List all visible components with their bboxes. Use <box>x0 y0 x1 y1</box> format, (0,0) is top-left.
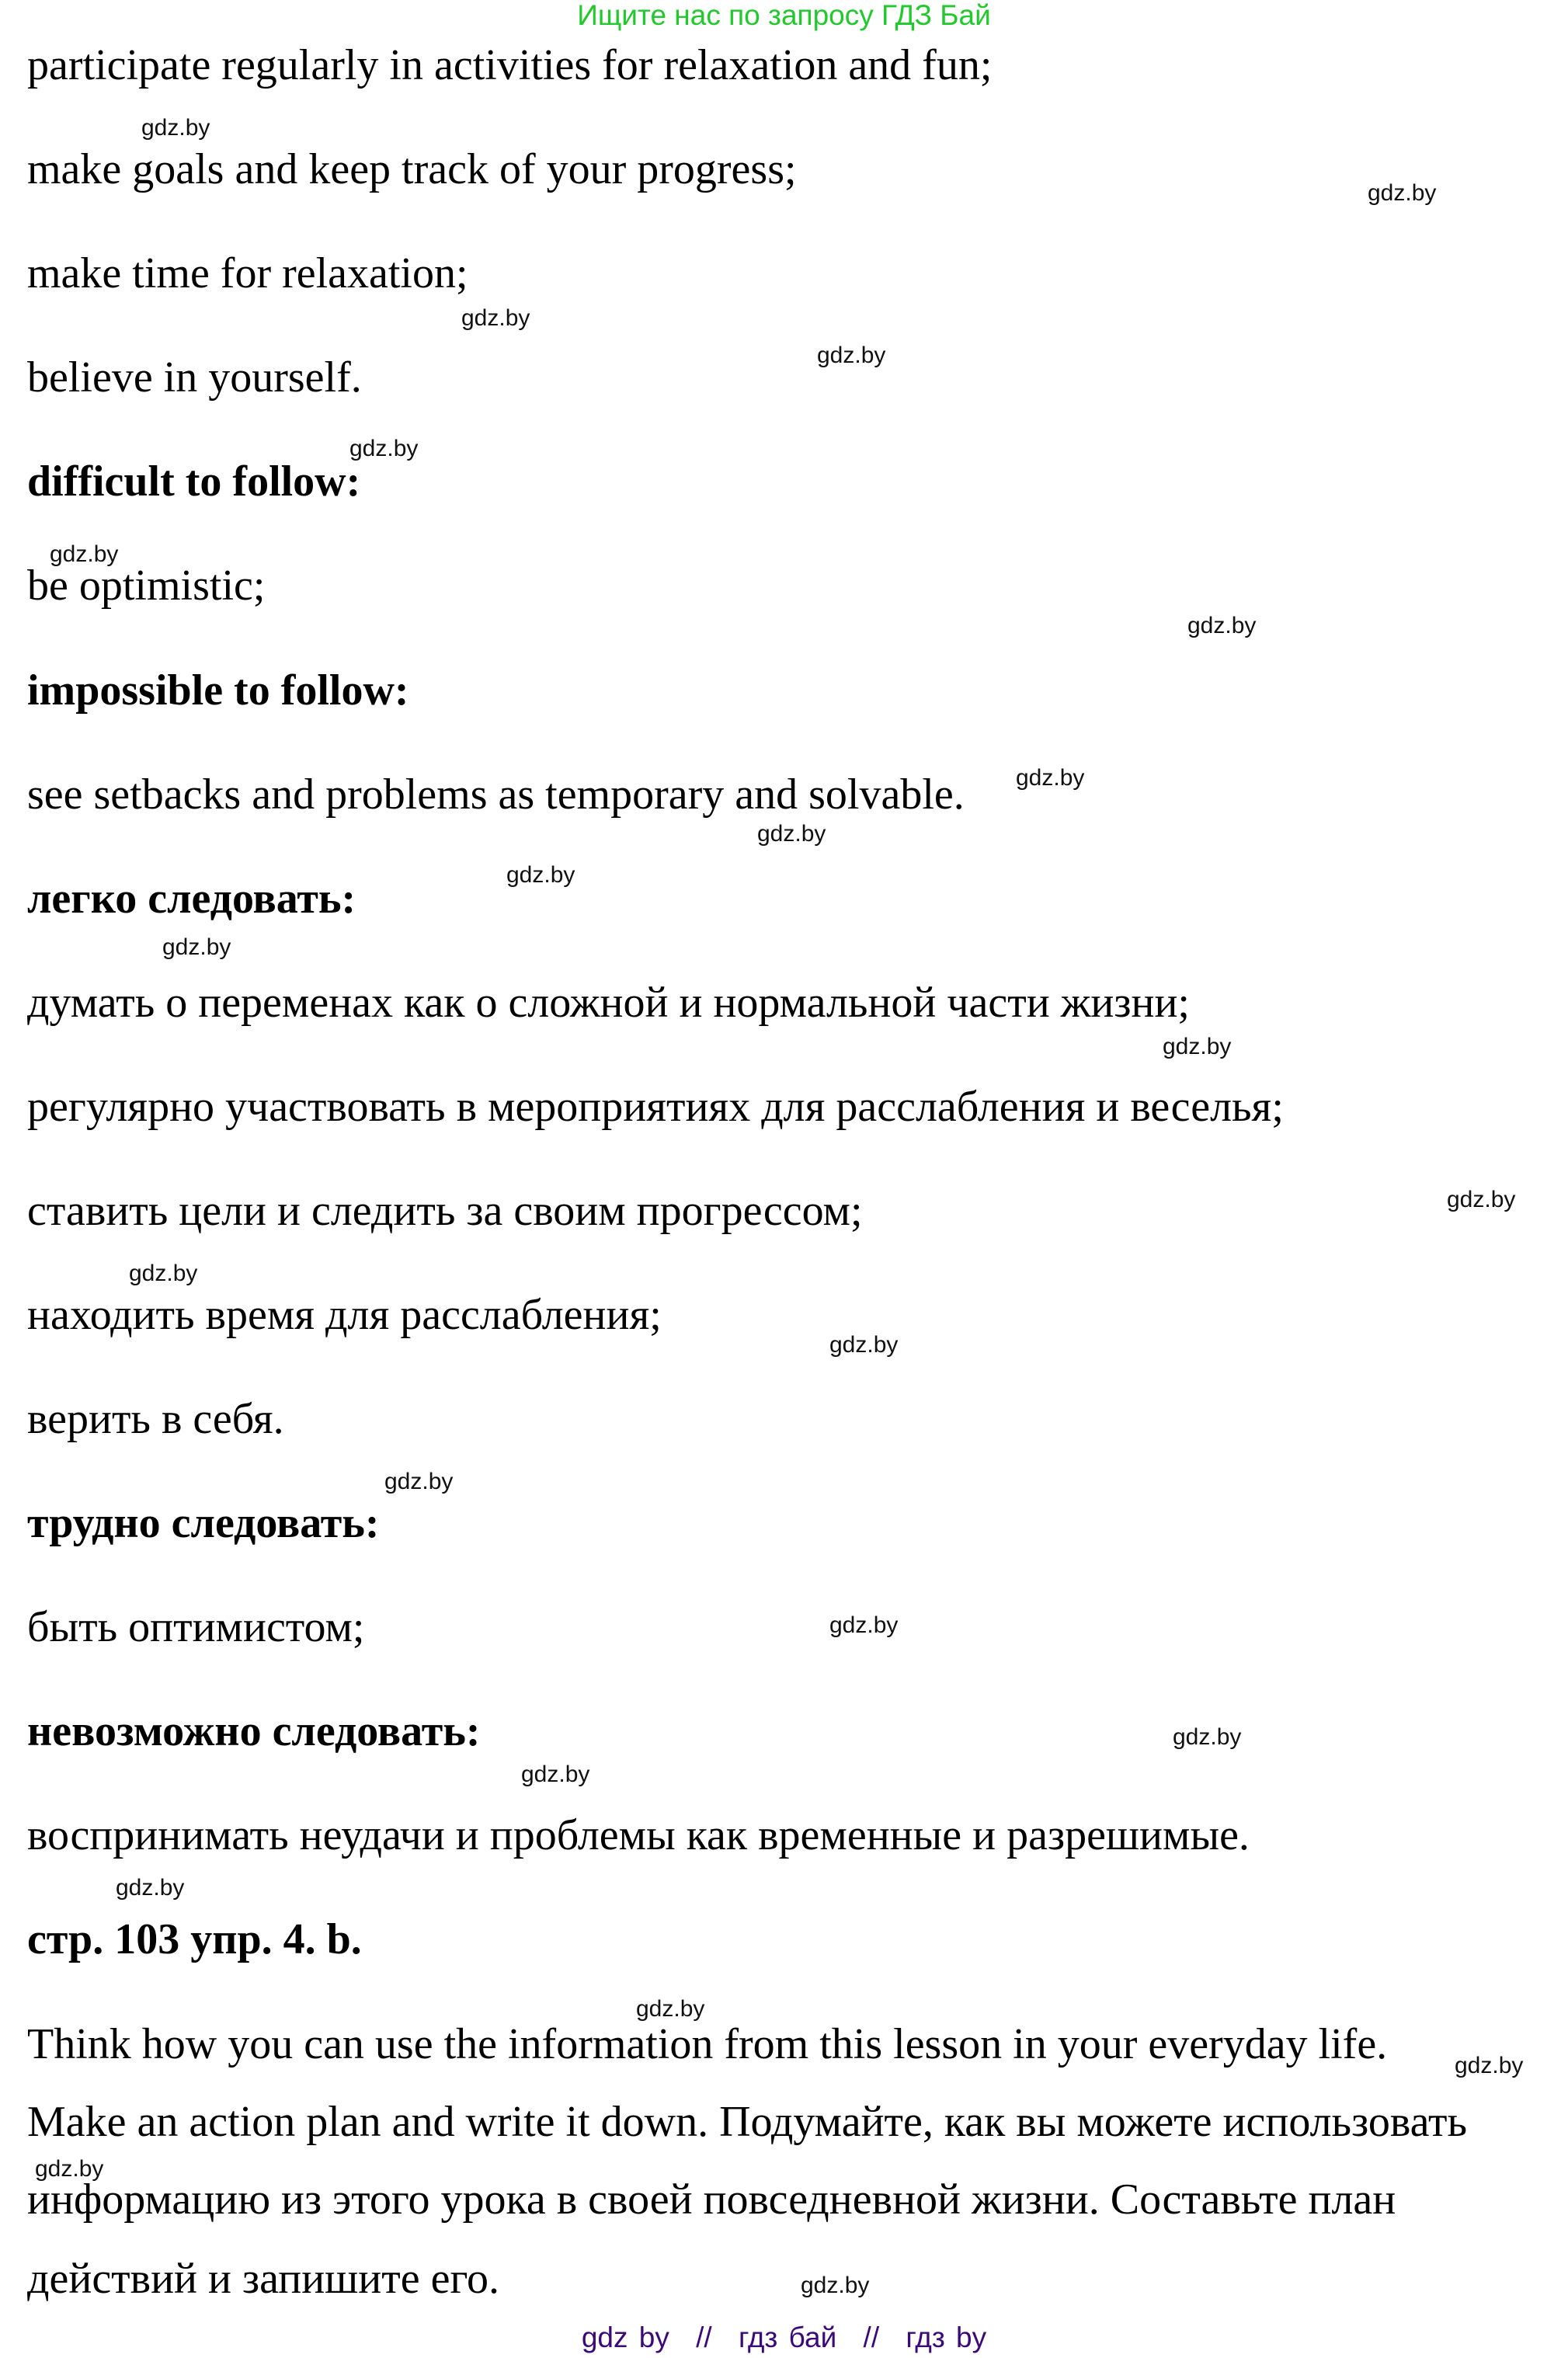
section-heading: трудно следовать: <box>27 1499 380 1547</box>
text-line: Make an action plan and write it down. Подумайте, как вы можете использовать <box>27 2098 1467 2146</box>
text-line: believe in yourself. <box>27 353 362 402</box>
footer-separator: // <box>696 2321 712 2353</box>
watermark: gdz.by <box>1016 765 1085 791</box>
watermark: gdz.by <box>817 343 886 368</box>
text-line: Think how you can use the information from this lesson in your everyday life. <box>27 2020 1388 2068</box>
text-line: see setbacks and problems as temporary and solvable. <box>27 770 965 819</box>
watermark: gdz.by <box>50 541 119 567</box>
watermark: gdz.by <box>1173 1724 1242 1750</box>
section-heading: легко следовать: <box>27 875 356 923</box>
watermark: gdz.by <box>757 821 826 847</box>
text-line: регулярно участвовать в мероприятиях для расслабления и веселья; <box>27 1083 1284 1131</box>
text-line: действий и запишите его. <box>27 2255 500 2303</box>
text-line: be optimistic; <box>27 562 266 610</box>
watermark: gdz.by <box>141 115 210 141</box>
watermark: gdz.by <box>384 1469 454 1494</box>
watermark: gdz.by <box>506 862 575 888</box>
footer-links <box>0 2322 1568 2353</box>
watermark: gdz.by <box>116 1875 185 1901</box>
watermark: gdz.by <box>829 1332 899 1358</box>
watermark: gdz.by <box>35 2156 104 2182</box>
watermark: gdz.by <box>801 2273 870 2298</box>
footer-link-gdz-by[interactable]: gdz by <box>581 2321 669 2353</box>
search-banner: Ищите нас по запросу ГДЗ Бай <box>577 0 991 31</box>
watermark: gdz.by <box>349 436 419 461</box>
watermark: gdz.by <box>1187 613 1257 638</box>
text-line: думать о переменах как о сложной и нормальной части жизни; <box>27 979 1190 1027</box>
watermark: gdz.by <box>829 1612 899 1638</box>
footer-link-gdz-by-cyr[interactable]: гдз by <box>906 2321 987 2353</box>
watermark: gdz.by <box>162 934 231 960</box>
text-line: находить время для расслабления; <box>27 1291 662 1339</box>
text-line: make goals and keep track of your progress; <box>27 145 797 193</box>
footer-separator: // <box>863 2321 880 2353</box>
text-line: ставить цели и следить за своим прогрессом; <box>27 1187 863 1235</box>
section-heading: difficult to follow: <box>27 457 361 506</box>
text-line: make time for relaxation; <box>27 249 468 297</box>
section-heading: impossible to follow: <box>27 666 409 715</box>
watermark: gdz.by <box>461 305 530 331</box>
watermark: gdz.by <box>1455 2053 1524 2078</box>
watermark: gdz.by <box>1447 1187 1516 1212</box>
watermark: gdz.by <box>1368 180 1437 206</box>
text-line: информацию из этого урока в своей повседневной жизни. Составьте план <box>27 2175 1396 2224</box>
watermark: gdz.by <box>1163 1034 1232 1059</box>
text-line: быть оптимистом; <box>27 1603 365 1651</box>
watermark: gdz.by <box>129 1261 198 1286</box>
section-heading: невозможно следовать: <box>27 1707 481 1755</box>
text-line: воспринимать неудачи и проблемы как временные и разрешимые. <box>27 1811 1250 1859</box>
exercise-heading: стр. 103 упр. 4. b. <box>27 1915 362 1963</box>
watermark: gdz.by <box>521 1762 590 1787</box>
text-line: верить в себя. <box>27 1395 284 1443</box>
watermark: gdz.by <box>636 1996 705 2022</box>
text-line: participate regularly in activities for relaxation and fun; <box>27 41 993 89</box>
footer-link-gdz-bai[interactable]: гдз бай <box>739 2321 837 2353</box>
